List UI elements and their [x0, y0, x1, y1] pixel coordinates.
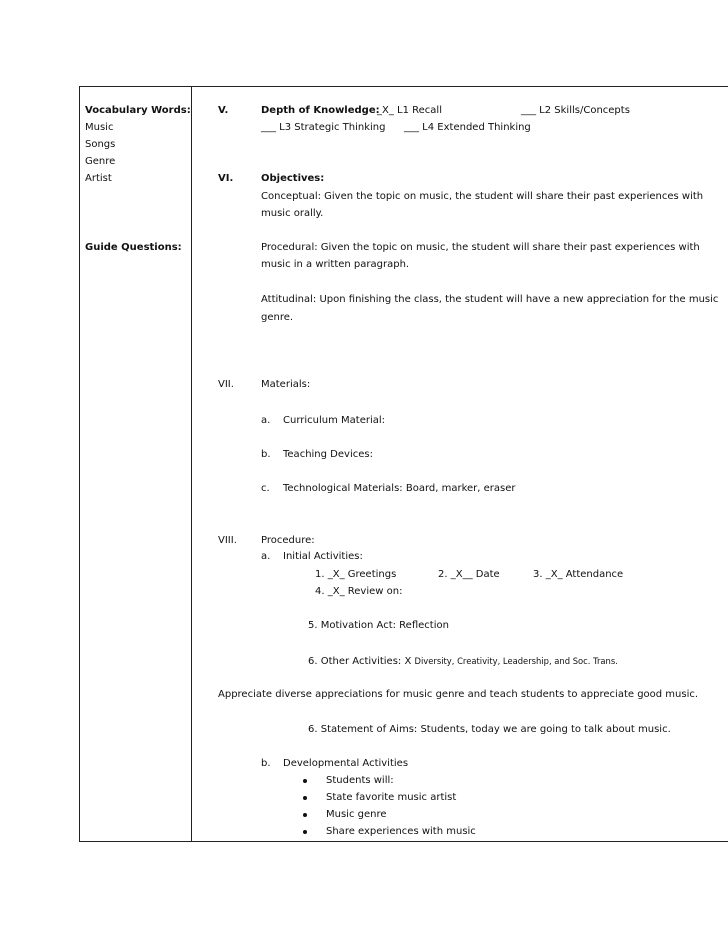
activity-other: [308, 655, 618, 668]
procedure-a-letter: a.: [261, 551, 271, 562]
procedure-title: Procedure:: [261, 535, 315, 546]
section-vii-number: VII.: [218, 379, 234, 390]
material-letter: b.: [261, 449, 271, 460]
bullet-icon: [303, 813, 307, 817]
section-v-number: V.: [218, 105, 229, 116]
vocab-word: Songs: [85, 139, 116, 150]
activity-other-values: Diversity, Creativity, Leadership, and Soc. Trans.: [414, 656, 618, 666]
objective-conceptual-cont: music orally.: [261, 208, 324, 219]
initial-activities-title: Initial Activities:: [283, 551, 363, 562]
developmental-item: Music genre: [326, 809, 387, 820]
vocab-word: Music: [85, 122, 114, 133]
bullet-icon: [303, 796, 307, 800]
objective-conceptual: Conceptual: Given the topic on music, the student will share their past experiences with: [261, 191, 704, 202]
objective-attitudinal: Attitudinal: Upon finishing the class, the student will have a new appreciation for the music: [261, 294, 719, 305]
developmental-item: Share experiences with music: [326, 826, 476, 837]
section-vi-number: VI.: [218, 173, 234, 184]
vocab-word: Genre: [85, 156, 116, 167]
bullet-icon: [303, 830, 307, 834]
bullet-icon: [303, 779, 307, 783]
dok-l3: ___ L3 Strategic Thinking: [261, 122, 386, 133]
objective-attitudinal-cont: genre.: [261, 312, 294, 323]
statement-of-aims: 6. Statement of Aims: Students, today we are going to talk about music.: [308, 724, 671, 735]
activity-greetings: 1. _X_ Greetings: [315, 569, 397, 580]
objective-procedural: Procedural: Given the topic on music, the student will share their past experiences with: [261, 242, 700, 253]
procedure-b-letter: b.: [261, 758, 271, 769]
depth-of-knowledge-title: Depth of Knowledge:: [261, 105, 380, 116]
material-letter: c.: [261, 483, 270, 494]
materials-title: Materials:: [261, 379, 311, 390]
guide-questions-title: Guide Questions:: [85, 242, 182, 253]
material-teaching-devices: Teaching Devices:: [283, 449, 373, 460]
developmental-activities-title: Developmental Activities: [283, 758, 409, 769]
activity-attendance: 3. _X_ Attendance: [533, 569, 624, 580]
vocab-word: Artist: [85, 173, 112, 184]
section-viii-number: VIII.: [218, 535, 237, 546]
activity-motivation: 5. Motivation Act: Reflection: [308, 620, 449, 631]
appreciate-statement: Appreciate diverse appreciations for music genre and teach students to appreciate good music.: [218, 689, 699, 700]
developmental-item: Students will:: [326, 775, 394, 786]
dok-l4: ___ L4 Extended Thinking: [404, 122, 531, 133]
activity-other-main: 6. Other Activities: X: [308, 656, 412, 667]
activity-date: 2. _X__ Date: [438, 569, 500, 580]
dok-l1: _X_ L1 Recall: [377, 105, 442, 116]
material-letter: a.: [261, 415, 271, 426]
material-curriculum: Curriculum Material:: [283, 415, 386, 426]
objective-procedural-cont: music in a written paragraph.: [261, 259, 410, 270]
objectives-title: Objectives:: [261, 173, 325, 184]
vocabulary-title: Vocabulary Words:: [85, 105, 191, 116]
material-technological: Technological Materials: Board, marker, eraser: [283, 483, 516, 494]
developmental-item: State favorite music artist: [326, 792, 457, 803]
dok-l2: ___ L2 Skills/Concepts: [521, 105, 630, 116]
column-divider: [191, 86, 192, 842]
activity-review: 4. _X_ Review on:: [315, 586, 403, 597]
